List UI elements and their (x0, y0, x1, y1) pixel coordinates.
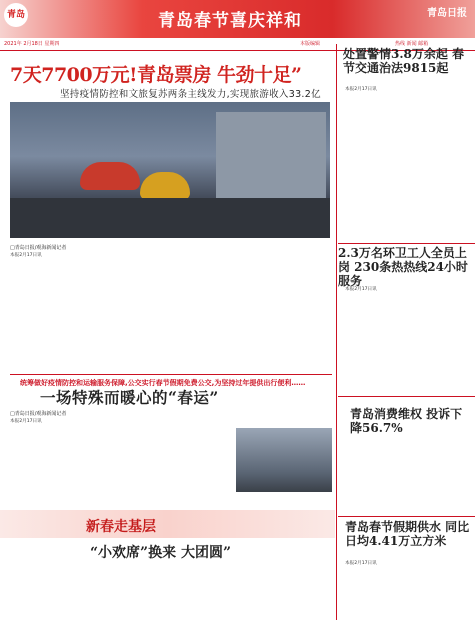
section2-byline: □青岛日报/观海新闻记者 (10, 411, 67, 417)
photo-building (216, 112, 326, 212)
newspaper-logo-icon: 青岛 (4, 3, 28, 27)
banner-title: 青岛春节喜庆祥和 (158, 11, 302, 31)
right-article-1-headline: 处置警情3.8万余起 春节交通治法9815起 (343, 47, 465, 75)
station-photo (236, 428, 332, 492)
article-paragraph: 本报2月17日讯 (10, 253, 42, 258)
article-paragraph: 本报2月17日讯 (10, 419, 42, 424)
section-divider (10, 374, 332, 375)
banner-brand: 青岛日报 (427, 8, 467, 19)
section2-body-column (10, 418, 80, 506)
lead-byline: □青岛日报/观海新闻记者 (10, 245, 67, 251)
photo-crowd (10, 198, 330, 238)
column-divider (336, 44, 337, 620)
right-article-4-headline: 青岛春节假期供水 同比日均4.41万立方米 (345, 520, 470, 548)
right-divider (338, 516, 475, 517)
right-article-3-headline: 青岛消费维权 投诉下降56.7% (350, 407, 463, 435)
lead-body-column (10, 252, 90, 372)
photo-dragon-float (140, 172, 190, 200)
article-paragraph: 本报2月17日讯 (345, 561, 377, 566)
section-banner-title: 新春走基层 (86, 519, 156, 535)
article-paragraph: 本报2月17日讯 (345, 87, 377, 92)
issue-date: 2021年 2月18日 星期四 (4, 41, 60, 47)
lead-photo (10, 102, 330, 238)
right-article-1-body (345, 86, 470, 242)
right-article-2-body (345, 286, 470, 394)
lead-subheadline: 坚持疫情防控和文旅复苏两条主线发力,实现旅游收入33.2亿 (60, 89, 321, 100)
right-divider (338, 243, 475, 244)
section-banner-new-year (0, 510, 335, 538)
section2-headline: 一场特殊而暖心的“春运” (40, 388, 219, 407)
hotline-links[interactable]: 热线 新闻 邮箱 (395, 41, 429, 47)
article-paragraph: 本报2月17日讯 (345, 287, 377, 292)
right-article-4-body (345, 560, 470, 618)
section2-kicker: 统筹做好疫情防控和运输服务保障,公交实行春节假期免费公交,为坚持过年提供出行便利…… (20, 379, 306, 387)
photo-dragon-float (80, 162, 140, 190)
right-article-2-headline: 2.3万名环卫工人全员上岗 230条热热线24小时服务 (338, 246, 468, 288)
page-banner (0, 0, 475, 38)
section-label: 本版编辑 (300, 41, 321, 47)
right-divider (338, 396, 475, 397)
lead-headline: 7天7700万元!青岛票房 牛劲十足” (10, 64, 302, 86)
bottom-headline: “小欢席”换来 大团圆” (90, 545, 232, 561)
